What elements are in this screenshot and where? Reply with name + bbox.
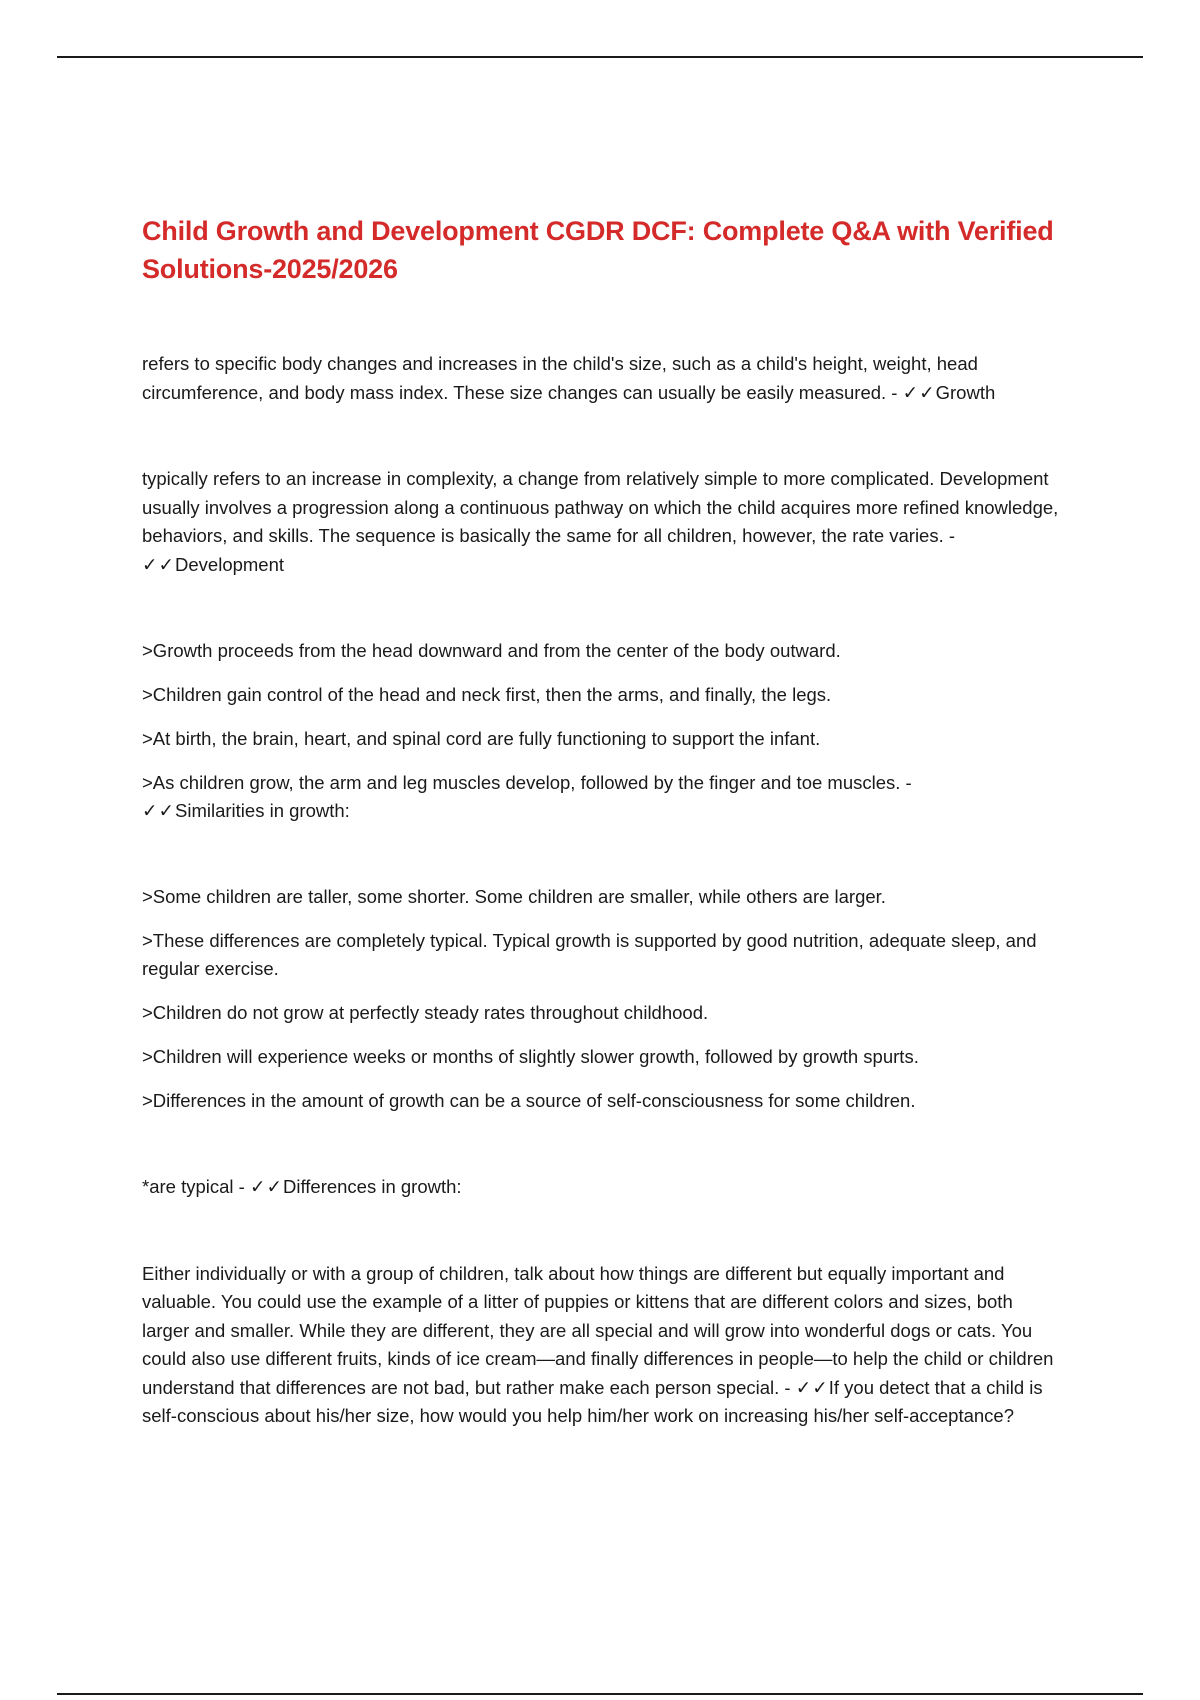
checkmark-icon: ✓✓ [902, 381, 936, 403]
entry-growth [142, 350, 1062, 407]
entry-text: typically refers to an increase in complexity, a change from relatively simple to more complicated. Development usually involves a progression along a continuous pathway on which the child acquires more refined knowledge, behaviors, and skills. The sequence is basically the same for all children, however, the rate varies. - [142, 468, 1059, 546]
entry-answer: Differences in growth: [282, 1176, 462, 1197]
document-title: Child Growth and Development CGDR DCF: Complete Q&A with Verified Solutions-2025/2026 [142, 216, 1054, 284]
checkmark-icon: ✓✓ [142, 800, 176, 821]
entry-differences [142, 1173, 1062, 1202]
entry-answer: If you detect that a child is self-conscious about his/her size, how would you help him/her work on increasing his/her self-acceptance? [142, 1376, 1043, 1426]
entry-text: refers to specific body changes and increases in the child's size, such as a child's height, weight, head circumference, and body mass index. These size changes can usually be easily measured. - [142, 353, 978, 403]
checkmark-icon: ✓✓ [795, 1376, 829, 1398]
list-item: >These differences are completely typical. Typical growth is supported by good nutrition, adequate sleep, and regular exercise. [142, 930, 1037, 979]
differences-block [142, 883, 1062, 1115]
bottom-rule [57, 1693, 1143, 1695]
entry-answer: Growth [935, 381, 996, 403]
list-item: >Children gain control of the head and neck first, then the arms, and finally, the legs. [142, 684, 832, 705]
list-item: >At birth, the brain, heart, and spinal cord are fully functioning to support the infant. [142, 728, 821, 749]
entry-text: *are typical - [142, 1176, 250, 1197]
entry-self-acceptance [142, 1260, 1062, 1431]
list-item: >Differences in the amount of growth can be a source of self-consciousness for some children. [142, 1090, 916, 1111]
list-item: >Children do not grow at perfectly steady rates throughout childhood. [142, 1002, 709, 1023]
list-item: >Children will experience weeks or months of slightly slower growth, followed by growth spurts. [142, 1046, 919, 1067]
similarities-block [142, 637, 1062, 825]
list-item [142, 769, 1062, 825]
list-item: >Some children are taller, some shorter. Some children are smaller, while others are larger. [142, 886, 886, 907]
entry-text: Either individually or with a group of children, talk about how things are different but equally important and valuable. You could use the example of a litter of puppies or kittens that are different colors and sizes, both larger and smaller. While they are different, they are all special and will grow into wonderful dogs or cats. You could also use different fruits, kinds of ice cream—and finally differences in people—to help the child or children understand that differences are not bad, but rather make each person special. - [142, 1262, 1054, 1398]
checkmark-icon: ✓✓ [249, 1176, 283, 1197]
entry-answer: Development [175, 553, 285, 575]
document-body [142, 212, 1062, 1431]
entry-answer: Similarities in growth: [175, 800, 350, 821]
checkmark-icon: ✓✓ [142, 553, 176, 575]
list-item-text: >As children grow, the arm and leg muscles develop, followed by the finger and toe muscles. - [142, 772, 912, 793]
entry-development [142, 465, 1062, 579]
top-rule [57, 56, 1143, 58]
list-item: >Growth proceeds from the head downward and from the center of the body outward. [142, 640, 841, 661]
